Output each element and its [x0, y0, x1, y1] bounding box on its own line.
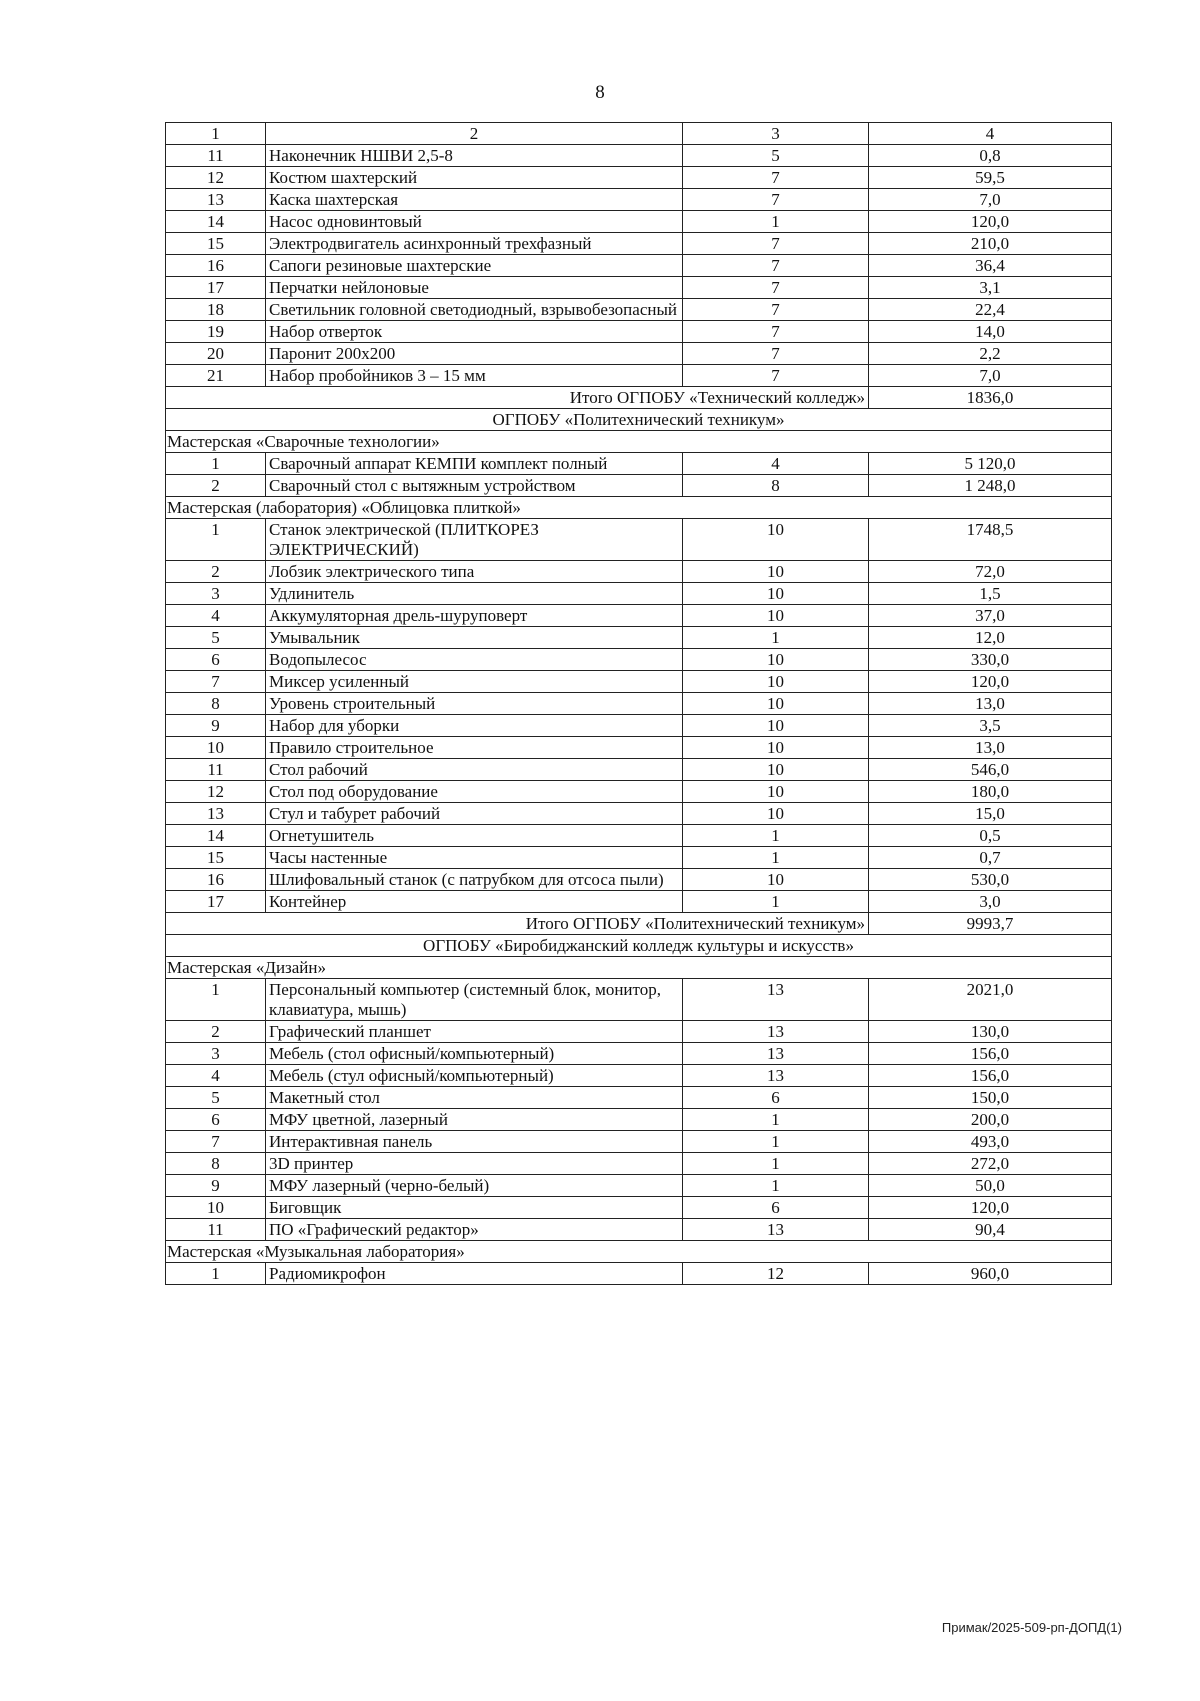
item-name-cell: Умывальник — [266, 627, 683, 649]
item-quantity-cell: 10 — [683, 759, 869, 781]
total-sum-cell: 9993,7 — [869, 913, 1112, 935]
item-quantity-cell: 1 — [683, 847, 869, 869]
item-name-cell: Наконечник НШВИ 2,5-8 — [266, 145, 683, 167]
item-number-cell: 15 — [166, 847, 266, 869]
item-sum-cell: 1748,5 — [869, 519, 1112, 561]
workshop-heading-cell: Мастерская «Музыкальная лаборатория» — [166, 1241, 1112, 1263]
item-number-cell: 9 — [166, 715, 266, 737]
workshop-heading-cell: Мастерская «Дизайн» — [166, 957, 1112, 979]
item-sum-cell: 120,0 — [869, 1197, 1112, 1219]
item-quantity-cell: 10 — [683, 869, 869, 891]
table-row — [166, 605, 1112, 627]
item-sum-cell: 120,0 — [869, 671, 1112, 693]
item-quantity-cell: 1 — [683, 211, 869, 233]
workshop-heading-row — [166, 497, 1112, 519]
table-row — [166, 627, 1112, 649]
item-number-cell: 4 — [166, 1065, 266, 1087]
item-quantity-cell: 7 — [683, 321, 869, 343]
item-sum-cell: 3,5 — [869, 715, 1112, 737]
item-quantity-cell: 5 — [683, 145, 869, 167]
equipment-table — [165, 122, 1112, 1285]
item-name-cell: Мебель (стул офисный/компьютерный) — [266, 1065, 683, 1087]
item-quantity-cell: 7 — [683, 365, 869, 387]
item-sum-cell: 7,0 — [869, 365, 1112, 387]
table-row — [166, 1153, 1112, 1175]
item-quantity-cell: 8 — [683, 475, 869, 497]
item-number-cell: 9 — [166, 1175, 266, 1197]
item-quantity-cell: 7 — [683, 343, 869, 365]
item-quantity-cell: 10 — [683, 693, 869, 715]
item-number-cell: 14 — [166, 211, 266, 233]
item-number-cell: 6 — [166, 1109, 266, 1131]
item-name-cell: Макетный стол — [266, 1087, 683, 1109]
item-quantity-cell: 10 — [683, 649, 869, 671]
table-row — [166, 321, 1112, 343]
table-row — [166, 1087, 1112, 1109]
item-name-cell: Шлифовальный станок (с патрубком для отсоса пыли) — [266, 869, 683, 891]
item-name-cell: Лобзик электрического типа — [266, 561, 683, 583]
item-sum-cell: 3,1 — [869, 277, 1112, 299]
table-row — [166, 519, 1112, 561]
header-cell-sum: 4 — [869, 123, 1112, 145]
item-number-cell: 13 — [166, 803, 266, 825]
item-name-cell: Радиомикрофон — [266, 1263, 683, 1285]
table-row — [166, 1109, 1112, 1131]
item-sum-cell: 59,5 — [869, 167, 1112, 189]
item-name-cell: Огнетушитель — [266, 825, 683, 847]
table-row — [166, 277, 1112, 299]
table-row — [166, 1021, 1112, 1043]
table-row — [166, 803, 1112, 825]
item-sum-cell: 0,8 — [869, 145, 1112, 167]
item-quantity-cell: 7 — [683, 277, 869, 299]
table-row — [166, 737, 1112, 759]
item-number-cell: 3 — [166, 583, 266, 605]
item-name-cell: МФУ лазерный (черно-белый) — [266, 1175, 683, 1197]
item-number-cell: 12 — [166, 167, 266, 189]
item-name-cell: Аккумуляторная дрель-шуруповерт — [266, 605, 683, 627]
table-row — [166, 715, 1112, 737]
item-name-cell: Персональный компьютер (системный блок, монитор, клавиатура, мышь) — [266, 979, 683, 1021]
equipment-table-container — [165, 122, 1111, 1285]
item-number-cell: 13 — [166, 189, 266, 211]
total-label-cell: Итого ОГПОБУ «Технический колледж» — [166, 387, 869, 409]
page-number: 8 — [595, 82, 605, 103]
item-quantity-cell: 7 — [683, 299, 869, 321]
item-name-cell: Сварочный аппарат КЕМПИ комплект полный — [266, 453, 683, 475]
item-quantity-cell: 10 — [683, 715, 869, 737]
item-name-cell: Костюм шахтерский — [266, 167, 683, 189]
item-quantity-cell: 10 — [683, 519, 869, 561]
item-name-cell: Набор отверток — [266, 321, 683, 343]
table-row — [166, 869, 1112, 891]
item-sum-cell: 210,0 — [869, 233, 1112, 255]
table-row — [166, 1175, 1112, 1197]
item-number-cell: 14 — [166, 825, 266, 847]
item-sum-cell: 0,7 — [869, 847, 1112, 869]
table-row — [166, 693, 1112, 715]
table-row — [166, 453, 1112, 475]
item-sum-cell: 72,0 — [869, 561, 1112, 583]
table-row — [166, 1043, 1112, 1065]
item-name-cell: Миксер усиленный — [266, 671, 683, 693]
table-row — [166, 979, 1112, 1021]
item-quantity-cell: 13 — [683, 1065, 869, 1087]
organization-heading-row — [166, 935, 1112, 957]
table-row — [166, 671, 1112, 693]
item-number-cell: 11 — [166, 145, 266, 167]
item-sum-cell: 530,0 — [869, 869, 1112, 891]
item-number-cell: 1 — [166, 1263, 266, 1285]
item-sum-cell: 22,4 — [869, 299, 1112, 321]
item-number-cell: 5 — [166, 627, 266, 649]
item-number-cell: 17 — [166, 891, 266, 913]
item-name-cell: ПО «Графический редактор» — [266, 1219, 683, 1241]
item-number-cell: 7 — [166, 671, 266, 693]
header-cell-quantity: 3 — [683, 123, 869, 145]
item-quantity-cell: 6 — [683, 1197, 869, 1219]
item-name-cell: Стол рабочий — [266, 759, 683, 781]
total-sum-cell: 1836,0 — [869, 387, 1112, 409]
header-cell-name: 2 — [266, 123, 683, 145]
item-name-cell: Стол под оборудование — [266, 781, 683, 803]
item-number-cell: 11 — [166, 1219, 266, 1241]
item-name-cell: 3D принтер — [266, 1153, 683, 1175]
item-number-cell: 2 — [166, 475, 266, 497]
workshop-heading-cell: Мастерская «Сварочные технологии» — [166, 431, 1112, 453]
table-row — [166, 211, 1112, 233]
table-row — [166, 167, 1112, 189]
item-name-cell: Перчатки нейлоновые — [266, 277, 683, 299]
total-row — [166, 913, 1112, 935]
item-sum-cell: 330,0 — [869, 649, 1112, 671]
item-name-cell: Стул и табурет рабочий — [266, 803, 683, 825]
item-number-cell: 2 — [166, 561, 266, 583]
item-name-cell: Удлинитель — [266, 583, 683, 605]
item-quantity-cell: 7 — [683, 233, 869, 255]
item-name-cell: Часы настенные — [266, 847, 683, 869]
item-sum-cell: 7,0 — [869, 189, 1112, 211]
item-sum-cell: 493,0 — [869, 1131, 1112, 1153]
item-number-cell: 3 — [166, 1043, 266, 1065]
table-row — [166, 759, 1112, 781]
item-sum-cell: 150,0 — [869, 1087, 1112, 1109]
item-quantity-cell: 4 — [683, 453, 869, 475]
item-name-cell: Мебель (стол офисный/компьютерный) — [266, 1043, 683, 1065]
item-name-cell: Каска шахтерская — [266, 189, 683, 211]
item-sum-cell: 5 120,0 — [869, 453, 1112, 475]
item-name-cell: МФУ цветной, лазерный — [266, 1109, 683, 1131]
item-quantity-cell: 1 — [683, 825, 869, 847]
organization-heading-row — [166, 409, 1112, 431]
item-sum-cell: 1,5 — [869, 583, 1112, 605]
workshop-heading-row — [166, 957, 1112, 979]
item-number-cell: 20 — [166, 343, 266, 365]
table-row — [166, 1131, 1112, 1153]
item-sum-cell: 960,0 — [869, 1263, 1112, 1285]
table-row — [166, 847, 1112, 869]
table-row — [166, 583, 1112, 605]
table-row — [166, 1065, 1112, 1087]
item-name-cell: Светильник головной светодиодный, взрывобезопасный — [266, 299, 683, 321]
item-number-cell: 5 — [166, 1087, 266, 1109]
table-row — [166, 1263, 1112, 1285]
item-quantity-cell: 10 — [683, 605, 869, 627]
item-sum-cell: 14,0 — [869, 321, 1112, 343]
item-number-cell: 7 — [166, 1131, 266, 1153]
item-number-cell: 2 — [166, 1021, 266, 1043]
item-name-cell: Сапоги резиновые шахтерские — [266, 255, 683, 277]
item-quantity-cell: 10 — [683, 781, 869, 803]
item-number-cell: 16 — [166, 869, 266, 891]
table-row — [166, 189, 1112, 211]
equipment-table-body — [166, 123, 1112, 1285]
item-sum-cell: 2,2 — [869, 343, 1112, 365]
item-sum-cell: 12,0 — [869, 627, 1112, 649]
table-row — [166, 649, 1112, 671]
item-sum-cell: 2021,0 — [869, 979, 1112, 1021]
item-sum-cell: 180,0 — [869, 781, 1112, 803]
item-number-cell: 11 — [166, 759, 266, 781]
item-name-cell: Биговщик — [266, 1197, 683, 1219]
table-row — [166, 1197, 1112, 1219]
item-quantity-cell: 1 — [683, 1131, 869, 1153]
item-name-cell: Уровень строительный — [266, 693, 683, 715]
item-sum-cell: 15,0 — [869, 803, 1112, 825]
table-row — [166, 365, 1112, 387]
item-name-cell: Интерактивная панель — [266, 1131, 683, 1153]
item-sum-cell: 90,4 — [869, 1219, 1112, 1241]
table-row — [166, 233, 1112, 255]
item-sum-cell: 546,0 — [869, 759, 1112, 781]
item-number-cell: 21 — [166, 365, 266, 387]
table-row — [166, 299, 1112, 321]
table-row — [166, 475, 1112, 497]
item-quantity-cell: 13 — [683, 979, 869, 1021]
item-name-cell: Контейнер — [266, 891, 683, 913]
item-sum-cell: 0,5 — [869, 825, 1112, 847]
organization-heading-cell: ОГПОБУ «Биробиджанский колледж культуры и искусств» — [166, 935, 1112, 957]
item-sum-cell: 156,0 — [869, 1043, 1112, 1065]
item-quantity-cell: 1 — [683, 891, 869, 913]
item-quantity-cell: 10 — [683, 583, 869, 605]
table-row — [166, 255, 1112, 277]
item-quantity-cell: 1 — [683, 1153, 869, 1175]
table-header-row — [166, 123, 1112, 145]
item-quantity-cell: 10 — [683, 671, 869, 693]
item-number-cell: 10 — [166, 1197, 266, 1219]
item-quantity-cell: 10 — [683, 737, 869, 759]
item-sum-cell: 120,0 — [869, 211, 1112, 233]
table-row — [166, 1219, 1112, 1241]
table-row — [166, 343, 1112, 365]
item-quantity-cell: 1 — [683, 1109, 869, 1131]
item-name-cell: Набор для уборки — [266, 715, 683, 737]
item-sum-cell: 1 248,0 — [869, 475, 1112, 497]
item-name-cell: Сварочный стол с вытяжным устройством — [266, 475, 683, 497]
item-sum-cell: 200,0 — [869, 1109, 1112, 1131]
item-quantity-cell: 13 — [683, 1021, 869, 1043]
item-sum-cell: 13,0 — [869, 737, 1112, 759]
item-number-cell: 16 — [166, 255, 266, 277]
item-quantity-cell: 7 — [683, 189, 869, 211]
item-quantity-cell: 13 — [683, 1219, 869, 1241]
item-quantity-cell: 1 — [683, 627, 869, 649]
workshop-heading-row — [166, 1241, 1112, 1263]
organization-heading-cell: ОГПОБУ «Политехнический техникум» — [166, 409, 1112, 431]
item-sum-cell: 156,0 — [869, 1065, 1112, 1087]
item-number-cell: 12 — [166, 781, 266, 803]
item-quantity-cell: 7 — [683, 167, 869, 189]
item-number-cell: 6 — [166, 649, 266, 671]
item-sum-cell: 13,0 — [869, 693, 1112, 715]
item-sum-cell: 36,4 — [869, 255, 1112, 277]
item-name-cell: Паронит 200х200 — [266, 343, 683, 365]
item-number-cell: 19 — [166, 321, 266, 343]
item-number-cell: 8 — [166, 693, 266, 715]
item-number-cell: 15 — [166, 233, 266, 255]
item-name-cell: Станок электрической (ПЛИТКОРЕЗ ЭЛЕКТРИЧЕСКИЙ) — [266, 519, 683, 561]
table-row — [166, 561, 1112, 583]
document-code: Примак/2025-509-рп-ДОПД(1) — [941, 1620, 1122, 1635]
header-cell-number: 1 — [166, 123, 266, 145]
item-quantity-cell: 12 — [683, 1263, 869, 1285]
table-row — [166, 891, 1112, 913]
item-quantity-cell: 7 — [683, 255, 869, 277]
item-number-cell: 1 — [166, 453, 266, 475]
item-number-cell: 1 — [166, 979, 266, 1021]
item-number-cell: 4 — [166, 605, 266, 627]
table-row — [166, 781, 1112, 803]
item-number-cell: 8 — [166, 1153, 266, 1175]
item-name-cell: Графический планшет — [266, 1021, 683, 1043]
item-number-cell: 1 — [166, 519, 266, 561]
item-quantity-cell: 6 — [683, 1087, 869, 1109]
table-row — [166, 825, 1112, 847]
item-quantity-cell: 10 — [683, 561, 869, 583]
table-row — [166, 145, 1112, 167]
item-sum-cell: 130,0 — [869, 1021, 1112, 1043]
item-name-cell: Электродвигатель асинхронный трехфазный — [266, 233, 683, 255]
workshop-heading-cell: Мастерская (лаборатория) «Облицовка плиткой» — [166, 497, 1112, 519]
workshop-heading-row — [166, 431, 1112, 453]
item-quantity-cell: 10 — [683, 803, 869, 825]
item-sum-cell: 272,0 — [869, 1153, 1112, 1175]
item-quantity-cell: 13 — [683, 1043, 869, 1065]
item-name-cell: Правило строительное — [266, 737, 683, 759]
total-row — [166, 387, 1112, 409]
total-label-cell: Итого ОГПОБУ «Политехнический техникум» — [166, 913, 869, 935]
item-number-cell: 10 — [166, 737, 266, 759]
item-sum-cell: 3,0 — [869, 891, 1112, 913]
item-sum-cell: 50,0 — [869, 1175, 1112, 1197]
item-name-cell: Набор пробойников 3 – 15 мм — [266, 365, 683, 387]
item-quantity-cell: 1 — [683, 1175, 869, 1197]
item-sum-cell: 37,0 — [869, 605, 1112, 627]
item-number-cell: 17 — [166, 277, 266, 299]
item-number-cell: 18 — [166, 299, 266, 321]
item-name-cell: Водопылесос — [266, 649, 683, 671]
item-name-cell: Насос одновинтовый — [266, 211, 683, 233]
